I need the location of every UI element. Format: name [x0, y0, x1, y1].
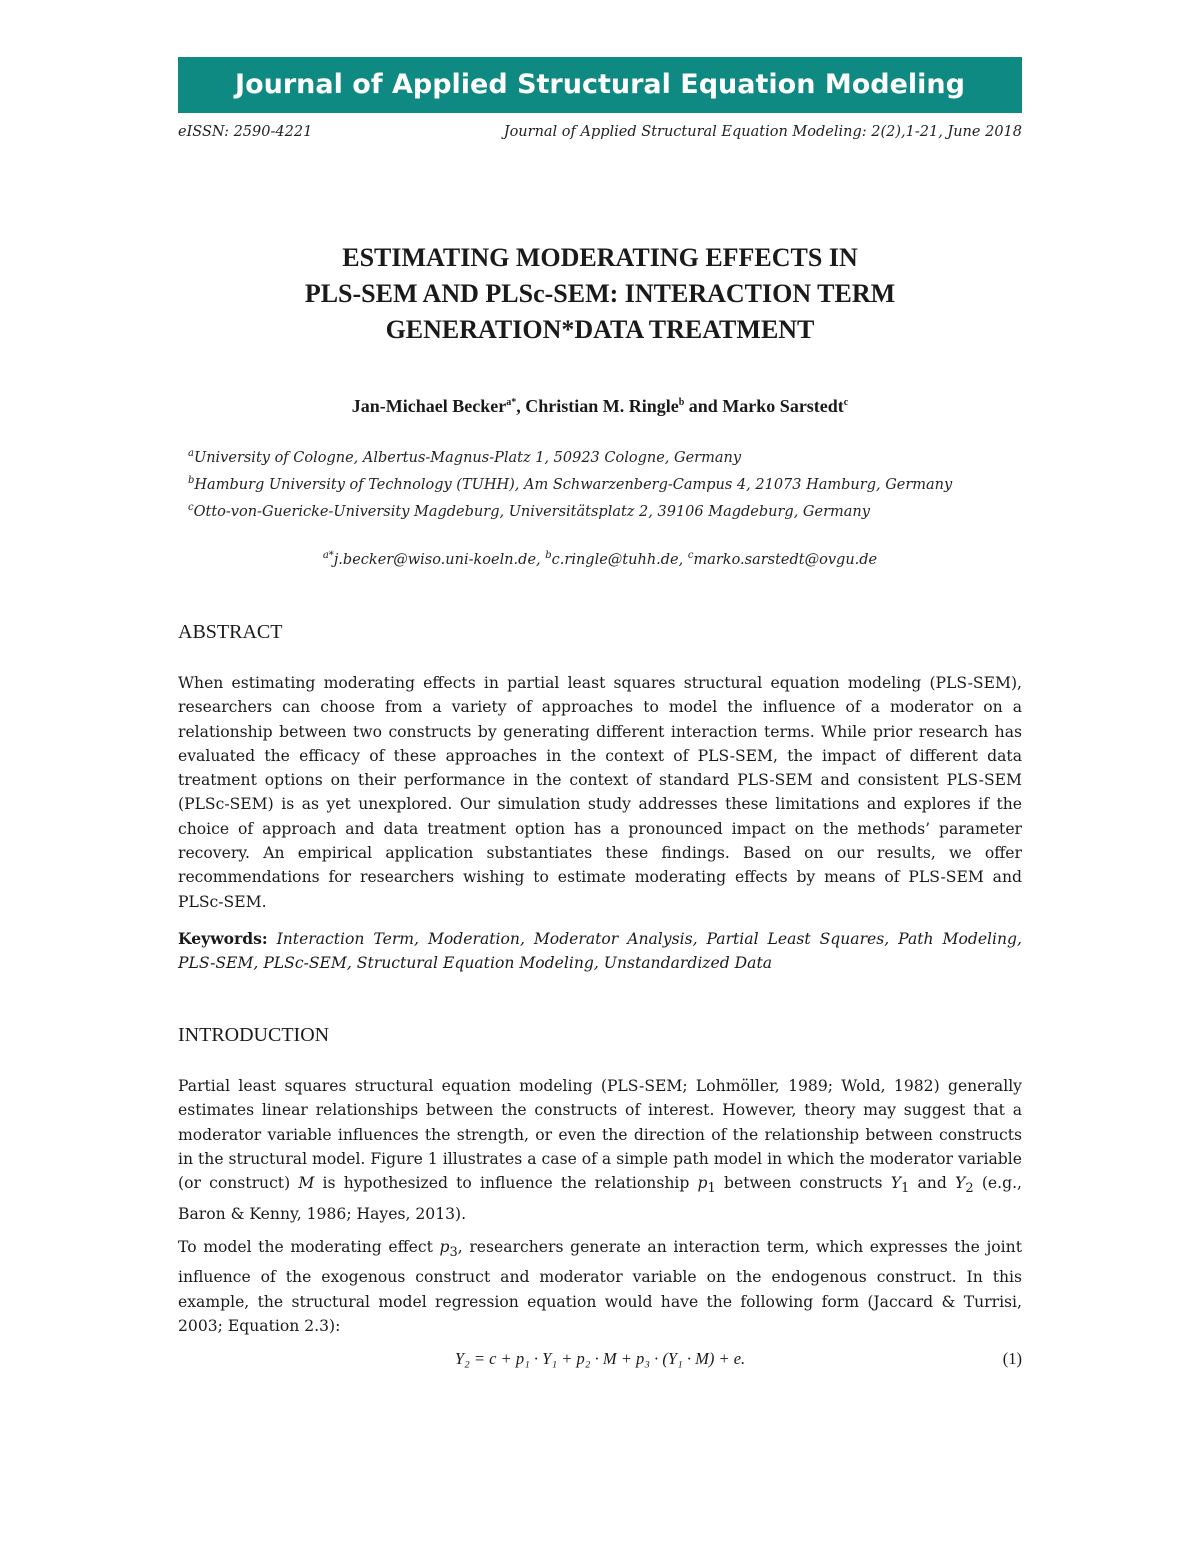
equation-1	[178, 1349, 1022, 1375]
title-line: ESTIMATING MODERATING EFFECTS IN	[342, 243, 858, 272]
title-line: PLS-SEM AND PLSc-SEM: INTERACTION TERM	[304, 279, 896, 308]
math-subscript: 3	[449, 1245, 458, 1261]
author-name: Christian M. Ringle	[525, 396, 679, 416]
article-title	[178, 240, 1022, 348]
email-superscript: b	[545, 550, 552, 562]
affiliation	[188, 504, 870, 520]
keywords-text: Interaction Term, Moderation, Moderator Analysis, Partial Least Squares, Path Modeling, PLS-SEM, PLSc-SEM, Structural Equation Modeling, Unstandardized Data	[178, 930, 1022, 973]
intro-text: (e.g., Baron & Kenny, 1986; Hayes, 2013).	[178, 1174, 1022, 1223]
equation-expression: Y₂ = c + p₁ · Y₁ + p₂ · M + p₃ · (Y₁ · M) + e.	[454, 1349, 746, 1368]
math-subscript: 1	[707, 1181, 716, 1197]
abstract-paragraph: When estimating moderating effects in partial least squares structural equation modeling (PLS-SEM), researchers can choose from a variety of approaches to model the influence of a moderator on a relationship between two constructs by generating different interaction terms. While prior research has evaluated the efficacy of these approaches in the context of PLS-SEM, the impact of different data treatment options on their performance in the context of standard PLS-SEM and consistent PLS-SEM (PLSc-SEM) is as yet unexplored. Our simulation study addresses these limitations and explores if the choice of approach and data treatment option has a pronounced impact on the methods’ parameter recovery. An empirical application substantiates these findings. Based on our results, we offer recommendations for researchers wishing to estimate moderating effects by means of PLS-SEM and PLSc-SEM.	[178, 674, 1022, 911]
author-name: Jan-Michael Becker	[351, 396, 507, 416]
affiliation-text: University of Cologne, Albertus-Magnus-Platz 1, 50923 Cologne, Germany	[193, 450, 742, 466]
journal-banner: Journal of Applied Structural Equation Modeling	[178, 57, 1022, 113]
author-separator: and	[684, 396, 723, 416]
math-symbol: M	[298, 1174, 315, 1193]
intro-text: and	[909, 1174, 956, 1193]
intro-paragraph	[178, 1074, 1022, 1226]
email-link[interactable]: j.becker@wiso.uni-koeln.de,	[333, 552, 546, 568]
author-separator: ,	[516, 396, 526, 416]
author-superscript: b	[678, 397, 685, 408]
math-subscript: 1	[901, 1181, 910, 1197]
abstract-heading: ABSTRACT	[178, 621, 283, 643]
email-link[interactable]: marko.sarstedt@ovgu.de	[693, 552, 878, 568]
intro-text: , researchers generate an interaction term, which expresses the joint influence of the exogenous construct and moderator variable on the endogenous construct. In this example, the structural model regression equation would have the following form (Jaccard & Turrisi, 2003; Equation 2.3):	[178, 1238, 1022, 1335]
math-symbol: p	[697, 1174, 708, 1193]
author-list	[178, 396, 1022, 417]
author-superscript: a*	[506, 397, 517, 408]
email-superscript: c	[687, 550, 694, 562]
affiliation-superscript: b	[188, 475, 195, 487]
author-name: Marko Sarstedt	[722, 396, 844, 416]
affiliation-text: Otto-von-Guericke-University Magdeburg, Universitätsplatz 2, 39106 Magdeburg, Germany	[193, 504, 870, 520]
affiliation-text: Hamburg University of Technology (TUHH), Am Schwarzenberg-Campus 4, 21073 Hamburg, Germany	[194, 477, 953, 493]
math-subscript: 2	[965, 1181, 974, 1197]
affiliation-superscript: a	[188, 448, 194, 460]
intro-paragraph	[178, 1235, 1022, 1338]
affiliation-superscript: c	[188, 502, 194, 514]
intro-text: between constructs	[715, 1174, 891, 1193]
math-symbol: Y	[955, 1174, 966, 1193]
math-symbol: p	[439, 1238, 450, 1256]
keywords-paragraph	[178, 927, 1022, 976]
intro-text: To model the moderating effect	[178, 1238, 440, 1256]
title-line: GENERATION*DATA TREATMENT	[385, 315, 815, 344]
issn: eISSN: 2590-4221	[178, 124, 313, 140]
equation-number: (1)	[1002, 1349, 1022, 1368]
email-link[interactable]: c.ringle@tuhh.de,	[551, 552, 688, 568]
affiliation	[188, 450, 741, 466]
citation: Journal of Applied Structural Equation Modeling: 2(2),1-21, June 2018	[503, 124, 1022, 140]
introduction-heading: INTRODUCTION	[178, 1024, 330, 1046]
email-line	[178, 552, 1022, 568]
affiliation	[188, 477, 952, 493]
math-symbol: Y	[890, 1174, 901, 1193]
keywords-label: Keywords:	[178, 929, 268, 948]
author-superscript: c	[843, 397, 849, 408]
intro-text: is hypothesized to influence the relationship	[314, 1174, 698, 1193]
email-superscript: a*	[322, 550, 334, 562]
intro-text: Partial least squares structural equation modeling (PLS-SEM; Lohmöller, 1989; Wold, 1982) generally estimates linear relationships between the constructs of interest. However, theory may suggest that a moderator variable influences the strength, or even the direction of the relationship between constructs in the structural model. Figure 1 illustrates a case of a simple path model in which the moderator variable (or construct)	[178, 1077, 1022, 1193]
